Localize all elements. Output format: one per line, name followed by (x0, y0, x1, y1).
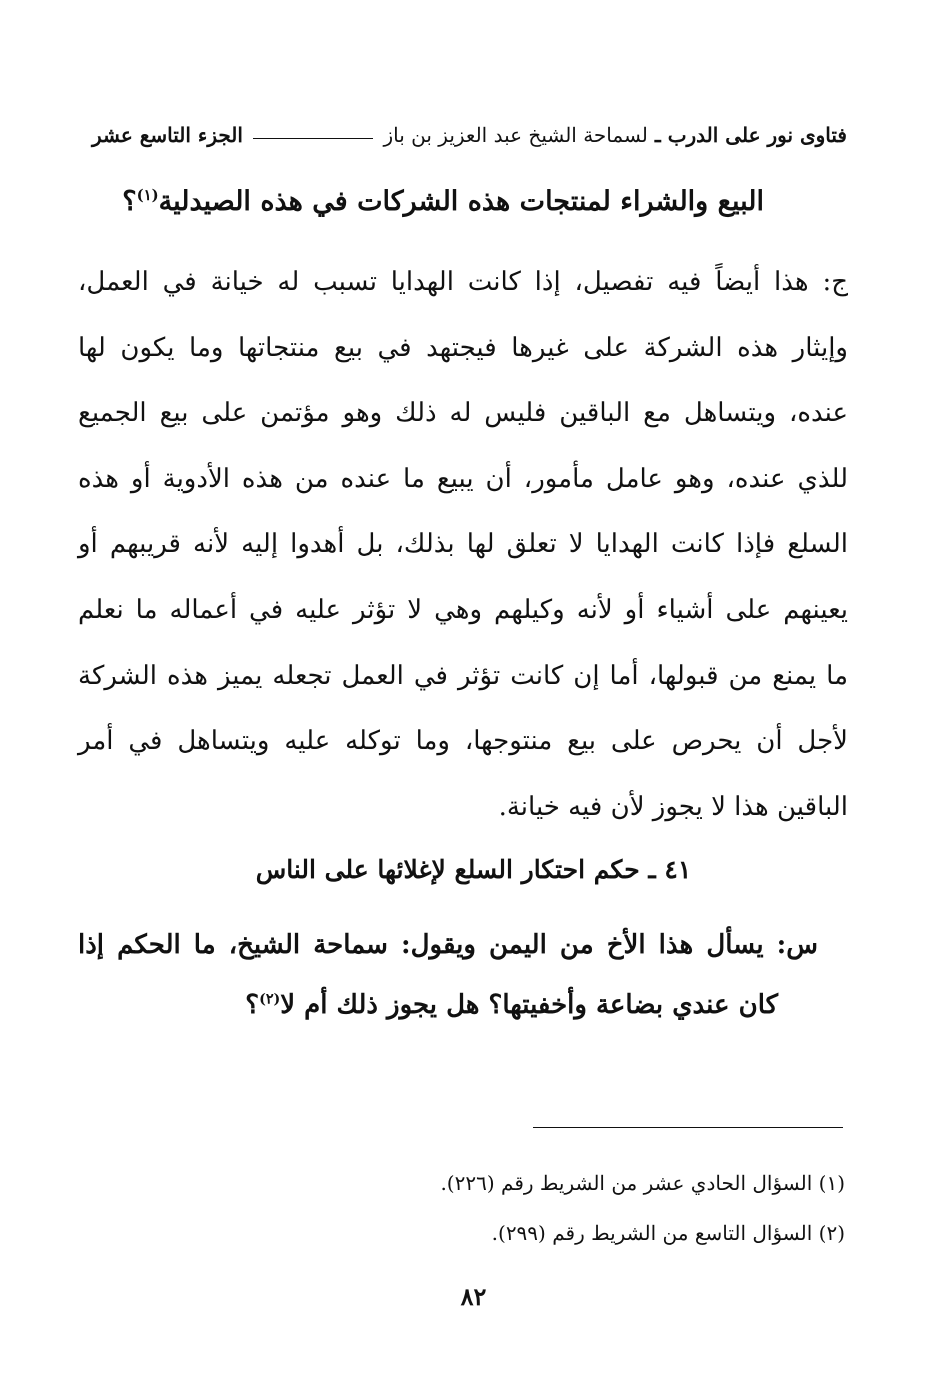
header-author: لسماحة الشيخ عبد العزيز بن باز (383, 123, 648, 147)
answer-paragraph (78, 250, 848, 840)
question-continuation-text: البيع والشراء لمنتجات هذه الشركات في هذه الصيدلية (158, 186, 764, 217)
question-paragraph (78, 915, 818, 1035)
footnotes (300, 1158, 845, 1258)
footnote-ref-2: (٢) (259, 991, 281, 1008)
answer-line: السلع فإذا كانت الهدايا لا تعلق لها بذلك، بل أهدوا إليه لأنه قريبهم أو (78, 529, 848, 560)
answer-line: للذي عنده، وهو عامل مأمور، أن يبيع ما عنده من هذه الأدوية أو هذه (78, 463, 848, 494)
footnote-ref-1: (١) (136, 186, 159, 204)
question-line: س: يسأل هذا الأخ من اليمن ويقول: سماحة الشيخ، ما الحكم إذا (78, 930, 818, 960)
footnote-1: (١) السؤال الحادي عشر من الشريط رقم (٢٢٦). (440, 1171, 845, 1195)
header-volume: الجزء التاسع عشر (92, 123, 243, 147)
header-rule (253, 138, 374, 139)
answer-line: لأجل أن يحرص على بيع منتوجها، وما توكله عليه ويتساهل في أمر (78, 726, 848, 757)
answer-line: الباقين هذا لا يجوز لأن فيه خيانة. (498, 791, 848, 822)
header-separator: ـ (654, 123, 661, 147)
answer-line: ج: هذا أيضاً فيه تفصيل، إذا كانت الهدايا تسبب له خيانة في العمل، (78, 267, 848, 297)
answer-line: ما يمنع من قبولها، أما إن كانت تؤثر في العمل تجعله يميز هذه الشركة (78, 660, 848, 691)
page-number: ٨٢ (460, 1282, 487, 1311)
header-book-title: فتاوى نور على الدرب (667, 123, 847, 147)
question-continuation (92, 172, 764, 232)
footnote-2: (٢) السؤال التاسع من الشريط رقم (٢٩٩). (491, 1221, 845, 1245)
header-book-info (383, 123, 847, 147)
section-heading: ٤١ ـ حكم احتكار السلع لإغلائها على الناس (255, 855, 692, 884)
answer-line: يعينهم على أشياء أو لأنه وكيلهم وهي لا تؤثر عليه في أعماله ما نعلم (78, 594, 848, 625)
question-line-text: كان عندي بضاعة وأخفيتها؟ هل يجوز ذلك أم لا (280, 990, 778, 1020)
question-end-mark: ؟ (245, 990, 260, 1020)
running-header (92, 118, 847, 152)
answer-line: عنده، ويتساهل مع الباقين فليس له ذلك وهو مؤتمن على بيع الجميع (78, 398, 848, 429)
answer-line: وإيثار هذه الشركة على غيرها فيجتهد في بيع منتجاتها وما يكون لها (78, 332, 848, 363)
question-end-mark: ؟ (122, 186, 137, 217)
question-line (78, 975, 818, 1035)
footnote-rule (533, 1127, 843, 1128)
